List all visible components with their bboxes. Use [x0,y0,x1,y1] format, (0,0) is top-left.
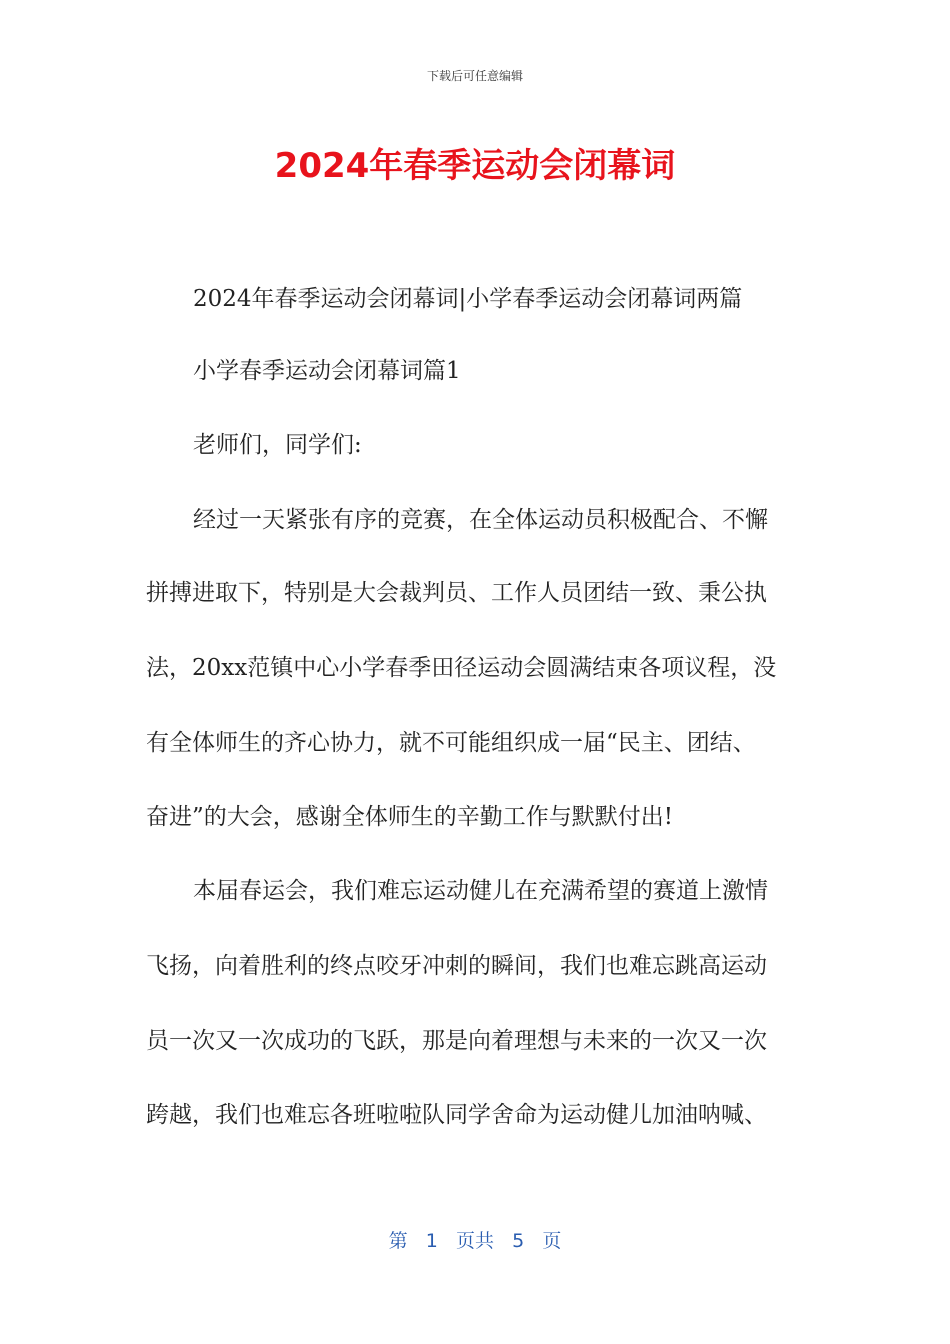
footer-middle: 页共 [455,1230,494,1252]
current-page-number: 1 [425,1230,438,1252]
page-footer [0,1226,950,1253]
paragraph-line: 奋进”的大会，感谢全体师生的辛勤工作与默默付出! [146,804,674,830]
total-pages-number: 5 [512,1230,525,1252]
footer-prefix: 第 [388,1230,408,1252]
section-heading: 小学春季运动会闭幕词篇1 [193,358,461,384]
footer-suffix: 页 [542,1230,562,1252]
salutation: 老师们，同学们: [193,432,362,458]
paragraph-line: 有全体师生的齐心协力，就不可能组织成一届“民主、团结、 [146,730,756,756]
paragraph-line: 拼搏进取下，特别是大会裁判员、工作人员团结一致、秉公执 [146,580,767,606]
header-note: 下载后可任意编辑 [426,69,523,83]
paragraph-line: 本届春运会，我们难忘运动健儿在充满希望的赛道上激情 [193,878,768,904]
paragraph-line: 飞扬，向着胜利的终点咬牙冲刺的瞬间，我们也难忘跳高运动 [146,953,767,979]
paragraph-line: 跨越，我们也难忘各班啦啦队同学舍命为运动健儿加油呐喊、 [146,1102,767,1128]
paragraph-line: 员一次又一次成功的飞跃，那是向着理想与未来的一次又一次 [146,1028,767,1054]
paragraph-line: 经过一天紧张有序的竞赛，在全体运动员积极配合、不懈 [193,507,768,533]
paragraph-line: 2024年春季运动会闭幕词|小学春季运动会闭幕词两篇 [193,286,743,312]
paragraph-line: 法，20xx范镇中心小学春季田径运动会圆满结束各项议程，没 [146,655,777,681]
document-title: 2024年春季运动会闭幕词 [274,146,676,186]
